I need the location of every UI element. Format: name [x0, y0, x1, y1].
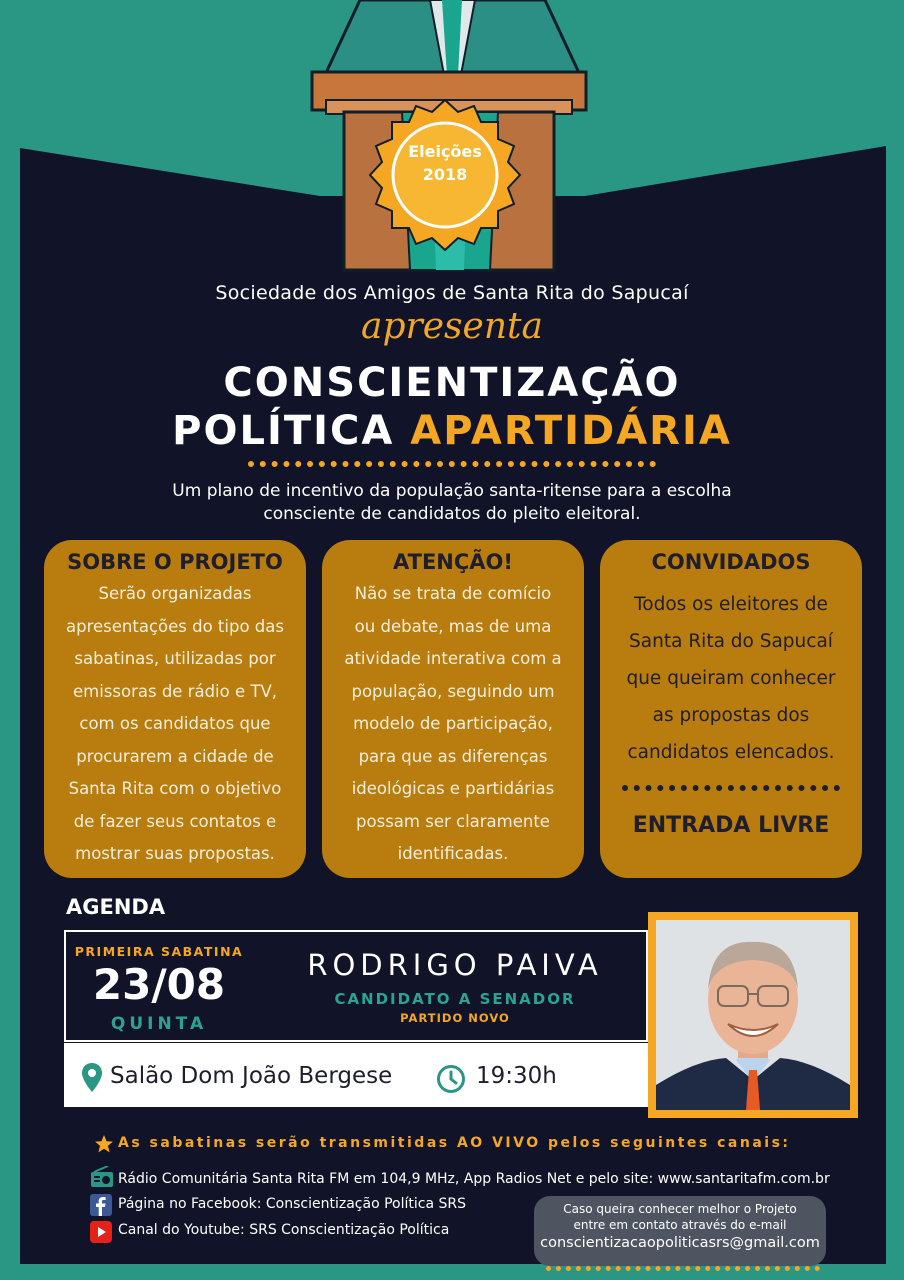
apresenta-text: apresenta: [361, 306, 543, 347]
card-line: Todos os eleitores de: [634, 594, 828, 615]
card-line: apresentações do tipo das: [66, 616, 284, 636]
radio-icon: [90, 1166, 114, 1188]
card-line: que queiram conhecer: [626, 668, 836, 689]
youtube-icon: [90, 1221, 112, 1243]
contact-email[interactable]: conscientizacaopoliticasrs@gmail.com: [540, 1235, 820, 1251]
candidate-name: RODRIGO PAIVA: [307, 948, 603, 982]
title-apartidaria: APARTIDÁRIA: [410, 408, 732, 454]
primeira-sabatina: PRIMEIRA SABATINA: [74, 944, 244, 959]
divider-dots: [546, 1266, 820, 1271]
divider-dots: [248, 461, 656, 467]
subtitle-line2: consciente de candidatos do pleito eleitoral.: [263, 504, 641, 524]
event-time: 19:30h: [476, 1063, 557, 1089]
badge-line2: 2018: [422, 165, 468, 184]
subtitle-line1: Um plano de incentivo da população santa-ritense para a escolha: [172, 481, 732, 501]
card-body: [610, 586, 852, 771]
channel-youtube: Canal do Youtube: SRS Conscientização Política: [118, 1222, 450, 1238]
candidate-photo: [648, 912, 858, 1118]
card-line: população, seguindo um: [351, 681, 555, 701]
event-date: 23/08: [92, 960, 226, 1009]
channels-heading: [118, 1135, 791, 1151]
clock-icon: [436, 1064, 466, 1094]
card-title: ATENÇÃO!: [393, 550, 513, 574]
card-title: CONVIDADOS: [651, 550, 811, 574]
card-line: ideológicas e partidárias: [351, 779, 555, 798]
title-line2: [0, 408, 904, 454]
card-line: Santa Rita com o objetivo: [68, 779, 282, 798]
candidate-role: CANDIDATO A SENADOR: [334, 990, 576, 1008]
badge-text: [393, 142, 497, 184]
divider-dots: [622, 785, 840, 791]
event-location: Salão Dom João Bergese: [110, 1063, 393, 1089]
title-politica: POLÍTICA: [172, 408, 395, 454]
card-line: Serão organizadas: [98, 584, 252, 603]
star-icon: [94, 1134, 114, 1154]
card-line: sabatinas, utilizadas por: [74, 649, 276, 668]
candidate-party: PARTIDO NOVO: [400, 1011, 510, 1025]
contact-line1: Caso queira conhecer melhor o Projeto: [563, 1202, 797, 1216]
candidate-portrait: [656, 920, 850, 1110]
card-atencao: [322, 540, 584, 878]
contact-box: [534, 1196, 826, 1266]
card-body: [54, 578, 296, 871]
card-line: as propostas dos: [652, 705, 810, 726]
entrada-livre: ENTRADA LIVRE: [632, 813, 830, 838]
card-line: possam ser claramente: [356, 811, 550, 831]
card-line: com os candidatos que: [79, 714, 271, 733]
card-line: emissoras de rádio e TV,: [72, 681, 277, 701]
agenda-label: AGENDA: [66, 895, 166, 919]
card-line: Santa Rita do Sapucaí: [629, 631, 833, 652]
title-line1: CONSCIENTIZAÇÃO: [223, 360, 681, 406]
badge-line1: Eleições: [408, 142, 482, 161]
card-line: procurarem a cidade de: [76, 746, 274, 766]
card-title: SOBRE O PROJETO: [67, 550, 283, 574]
subtitle: [100, 480, 804, 526]
card-line: de fazer seus contatos e: [73, 811, 277, 831]
card-line: candidatos elencados.: [627, 742, 835, 763]
channel-facebook: Página no Facebook: Conscientização Política SRS: [118, 1196, 466, 1212]
event-weekday: QUINTA: [110, 1014, 208, 1034]
channel-radio: Rádio Comunitária Santa Rita FM em 104,9 MHz, App Radios Net e pelo site: www.santaritafm.com.br: [118, 1171, 830, 1187]
card-convidados: [600, 540, 862, 878]
card-line: para que as diferenças: [358, 746, 548, 766]
card-line: modelo de participação,: [353, 714, 553, 733]
channels-heading-text: As sabatinas serão transmitidas AO VIVO pelos seguintes canais:: [118, 1135, 791, 1151]
card-line: atividade interativa com a: [344, 649, 562, 668]
location-pin-icon: [80, 1062, 104, 1094]
organization-name: Sociedade dos Amigos de Santa Rita do Sapucaí: [215, 282, 689, 304]
card-body: [332, 578, 574, 871]
card-line: Não se trata de comício: [354, 584, 552, 603]
card-sobre-o-projeto: [44, 540, 306, 878]
contact-line2: entre em contato através do e-mail: [573, 1218, 787, 1232]
facebook-icon: [90, 1194, 112, 1216]
card-line: identificadas.: [397, 844, 509, 863]
card-line: ou debate, mas de uma: [354, 616, 552, 636]
card-line: mostrar suas propostas.: [75, 844, 275, 863]
